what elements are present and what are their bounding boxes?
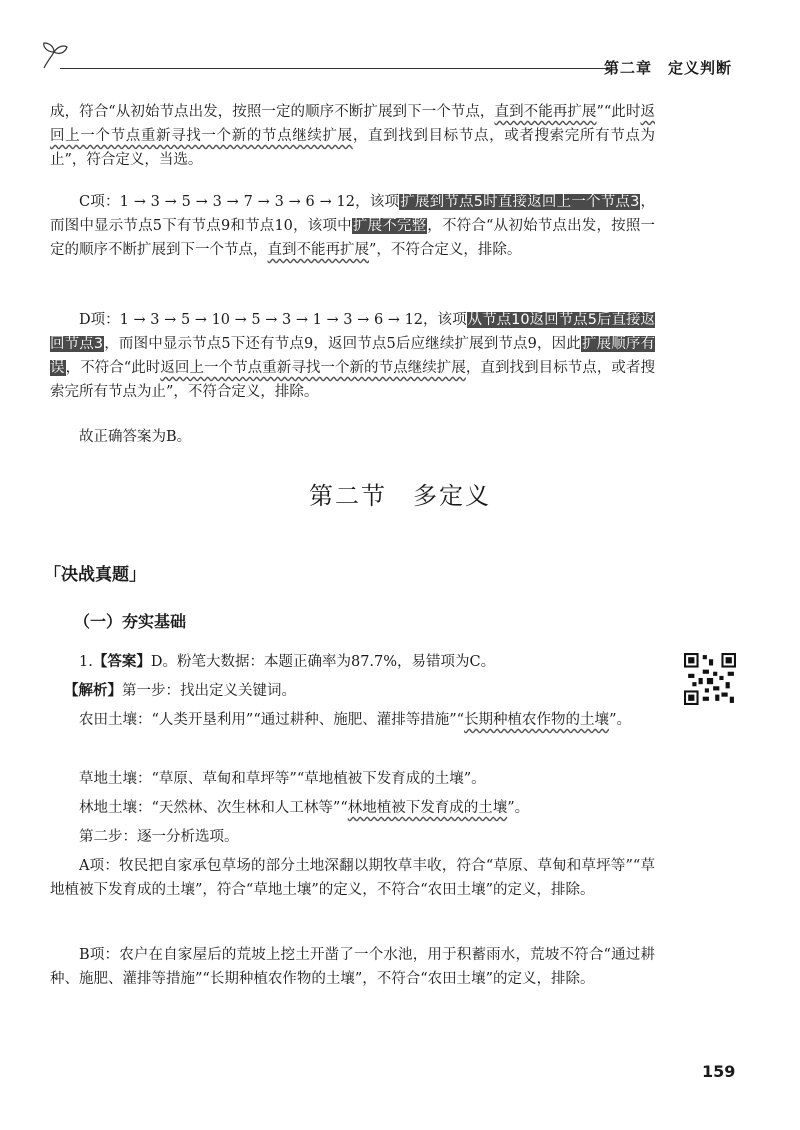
qr-code-icon[interactable] — [684, 653, 736, 705]
farm-soil-definition: 农田土壤：“人类开垦利用”“通过耕种、施肥、灌排等措施”“长期种植农作物的土壤”。 — [79, 712, 631, 728]
leaf-icon — [40, 40, 70, 70]
answer-line: 故正确答案为B。 — [79, 429, 192, 445]
battle-heading: 「决战真题」 — [44, 565, 146, 585]
page-header — [40, 40, 760, 80]
sub-heading: （一）夯实基础 — [74, 612, 187, 631]
option-d-paragraph: D项：1 → 3 → 5 → 10 → 5 → 3 → 1 → 3 → 6 → 12，该项从节点10返回节点5后直接返回节点3，而图中显示节点5下还有节点9，返回节点5后应继续扩展到节点9，因此扩展顺序有误，不符合“此时返回上一个节点重新寻找一个新的节点继续扩展，直到找到目标节点，或者搜索完所有节点为止”，不符合定义，排除。 — [50, 312, 656, 400]
step-two-line: 第二步：逐一分析选项。 — [79, 829, 239, 845]
header-rule — [60, 68, 610, 69]
option-c-paragraph: C项：1 → 3 → 5 → 3 → 7 → 3 → 6 → 12，该项扩展到节点5时直接返回上一个节点3，而图中显示节点5下有节点9和节点10，该项中扩展不完整，不符合“从初始节点出发，按照一定的顺序不断扩展到下一个节点，直到不能再扩展”，不符合定义，排除。 — [50, 194, 656, 258]
paragraph-continuation: 成，符合“从初始节点出发，按照一定的顺序不断扩展到下一个节点，直到不能再扩展”“此时返回上一个节点重新寻找一个新的节点继续扩展，直到找到目标节点，或者搜索完所有节点为止”，符合定义，当选。 — [50, 104, 656, 168]
option-b-analysis: B项：农户在自家屋后的荒坡上挖土开凿了一个水池，用于积蓄雨水，荒坡不符合“通过耕种、施肥、灌排等措施”“长期种植农作物的土壤”，不符合“农田土壤”的定义，排除。 — [50, 947, 655, 987]
chapter-title: 第二章 定义判断 — [603, 59, 732, 77]
grass-soil-definition: 草地土壤：“草原、草甸和草坪等”“草地植被下发育成的土壤”。 — [79, 771, 486, 787]
q1-answer-line: 1.【答案】D。粉笔大数据：本题正确率为87.7%，易错项为C。 — [79, 653, 496, 670]
forest-soil-definition: 林地土壤：“天然林、次生林和人工林等”“林地植被下发育成的土壤”。 — [79, 800, 530, 816]
section-title: 第二节 多定义 — [309, 482, 491, 510]
option-a-analysis: A项：牧民把自家承包草场的部分土地深翻以期牧草丰收，符合“草原、草甸和草坪等”“草地植被下发育成的土壤”，符合“草地土壤”的定义，不符合“农田土壤”的定义，排除。 — [50, 858, 655, 898]
q1-analysis-line: 【解析】第一步：找出定义关键词。 — [64, 682, 296, 699]
page-number: 159 — [702, 1062, 736, 1081]
